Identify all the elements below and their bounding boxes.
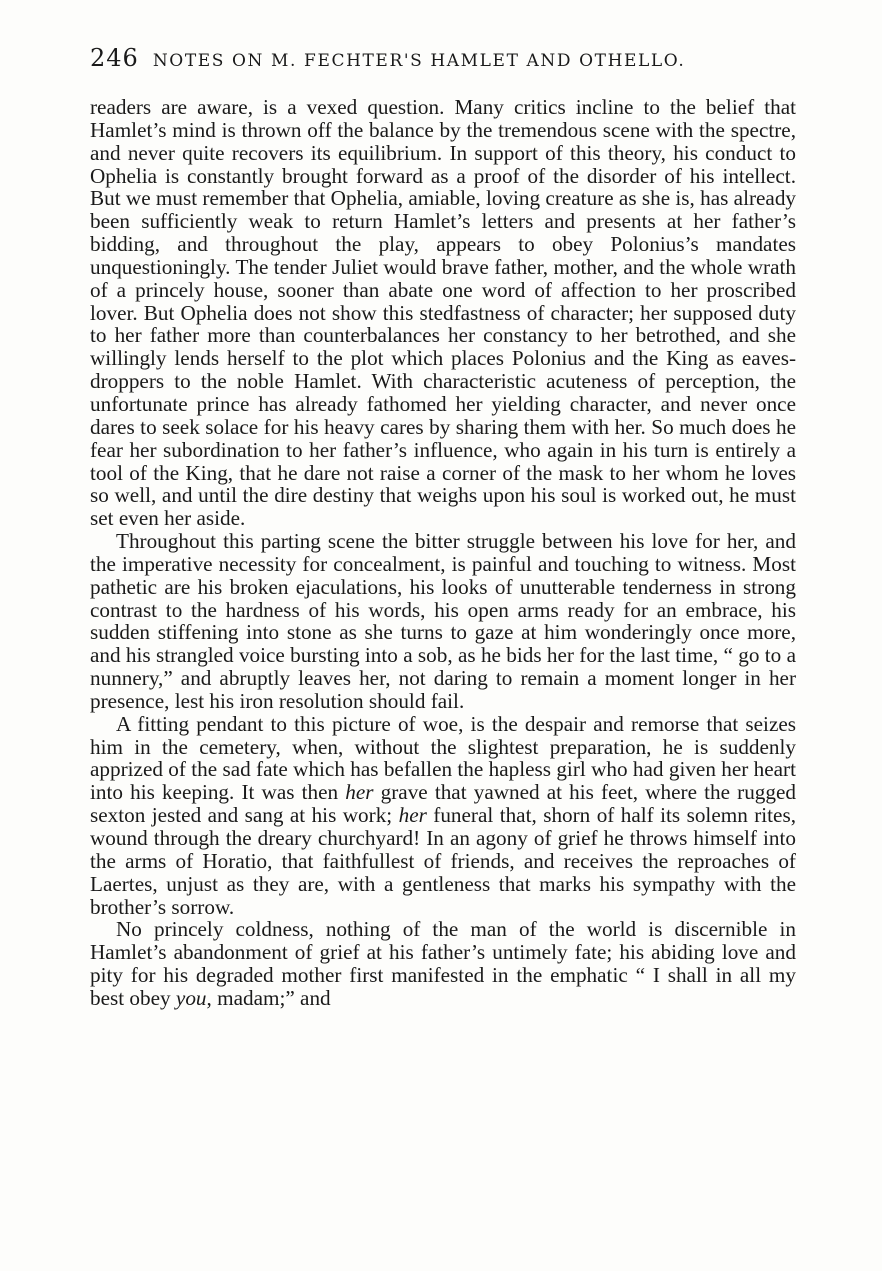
paragraph-text: A fitting pendant to this picture of woe, is the despair and remorse that seizes him in the cemetery, when, without the slightest preparation, he is suddenly apprized of the sad fate which has befallen the hapless girl who had given her heart into his keeping. It was then — [90, 711, 796, 805]
body-text — [90, 96, 796, 1216]
paragraph-text: readers are aware, is a vexed question. Many critics incline to the belief that Hamlet’s mind is thrown off the balance by the tremendous scene with the spectre, and never quite recovers its equilibrium. In support of this theory, his conduct to Ophelia is constantly brought forward as a proof of the disorder of his intellect. But we must remember that Ophelia, amiable, loving creature as she is, has already been sufficiently weak to return Hamlet’s letters and presents at her father’s bidding, and throughout the play, appears to obey Polonius’s mandates unquestioningly. The tender Juliet would brave father, mother, and the whole wrath of a princely house, sooner than abate one word of affection to her proscribed lover. But Ophelia does not show this stedfastness of character; her supposed duty to her father more than counterbalances her constancy to her betrothed, and she willingly lends herself to the plot which places Polonius and the King as eavesdroppers to the noble Hamlet. With characteristic acuteness of perception, the unfortunate prince has already fathomed her yielding character, and never once dares to seek solace for his heavy cares by sharing them with her. So much does he fear her subordination to her father’s influence, who again in his turn is entirely a tool of the King, that he dare not raise a corner of the mask to her whom he loves so well, and until the dire destiny that weighs upon his soul is worked out, he must set even her aside. — [90, 96, 796, 531]
running-header — [90, 44, 810, 84]
emphasis-you: you — [175, 985, 207, 1010]
paragraph-text: No princely coldness, nothing of the man of the world is discernible in Hamlet’s abandonment of grief at his father’s untimely fate; his abiding love and pity for his degraded mother first manifested in the emphatic “ I shall in all my best obey — [90, 917, 796, 1010]
paragraph-text: funeral that, shorn of half its solemn rites, wound through the dreary churchyard! In an agony of grief he throws himself into the arms of Horatio, that faithfullest of friends, and receives the reproaches of Laertes, unjust as they are, with a gentleness that marks his sympathy with the brother’s sorrow. — [90, 803, 796, 919]
paragraph-text: , madam;” and — [206, 985, 331, 1010]
emphasis-her: her — [345, 780, 374, 805]
paragraph — [90, 713, 796, 919]
running-title: NOTES ON M. FECHTER'S HAMLET AND OTHELLO. — [152, 51, 686, 71]
paragraph — [90, 96, 796, 530]
paragraph — [90, 530, 796, 713]
page-number: 246 — [90, 44, 139, 72]
paragraph-text: grave that yawned at his feet, where the rugged sexton jested and sang at his work; — [90, 780, 796, 828]
paragraph — [90, 918, 796, 1009]
emphasis-her: her — [398, 803, 427, 828]
paragraph-text: Throughout this parting scene the bitter struggle between his love for her, and the imperative necessity for concealment, is painful and touching to witness. Most pathetic are his broken ejaculations, his looks of unutterable tenderness in strong contrast to the hardness of his words, his open arms ready for an embrace, his sudden stiffening into stone as she turns to gaze at him wonderingly once more, and his strangled voice bursting into a sob, as he bids her for the last time, “ go to a nunnery,” and abruptly leaves her, not daring to remain a moment longer in her presence, lest his iron resolution should fail. — [90, 529, 796, 713]
